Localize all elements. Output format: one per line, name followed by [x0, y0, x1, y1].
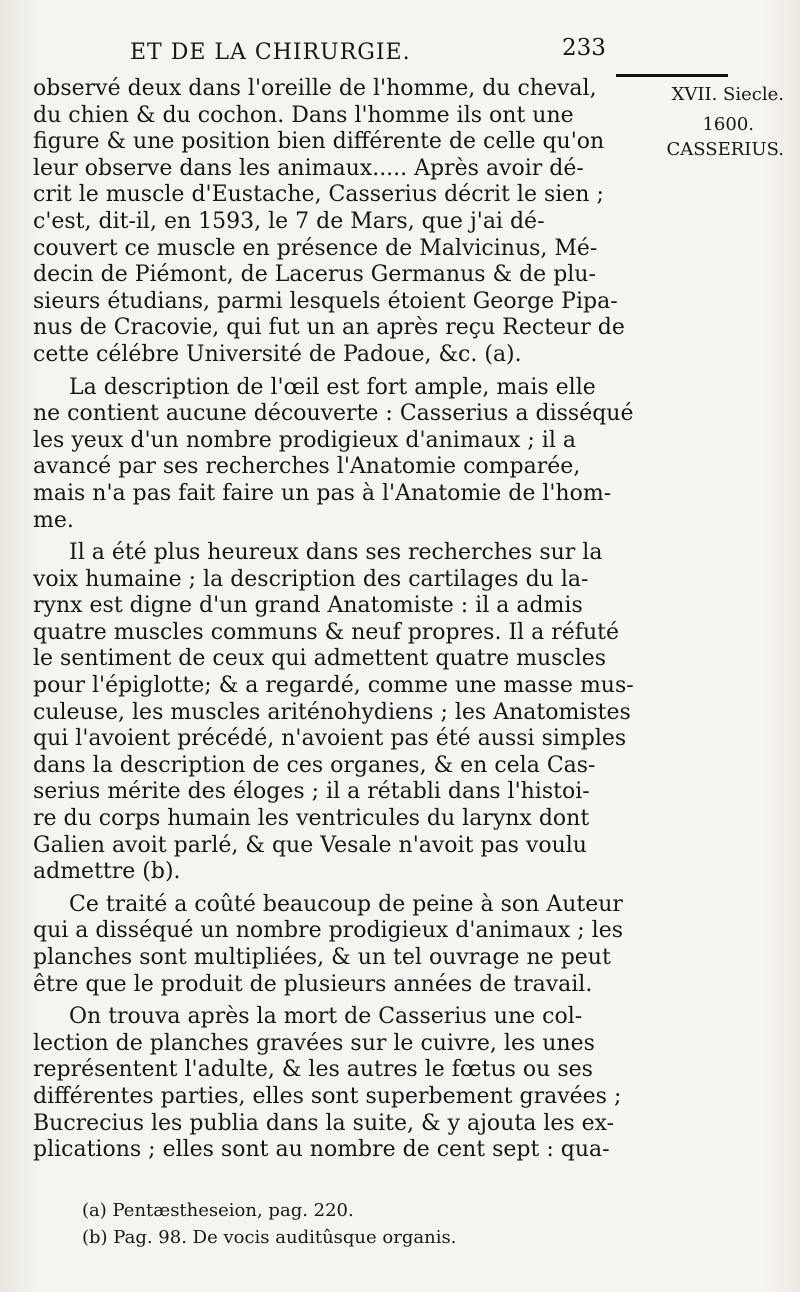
paragraph-3 — [33, 540, 634, 886]
text-line: être que le produit de plusieurs années de travail. — [33, 971, 593, 997]
text-line: c'est, dit-il, en 1593, le 7 de Mars, que j'ai dé- — [33, 208, 545, 234]
text-line: me. — [33, 507, 74, 533]
text-line: avancé par ses recherches l'Anatomie comparée, — [33, 454, 581, 480]
paragraph-4 — [33, 892, 623, 998]
text-line: couvert ce muscle en présence de Malvicinus, Mé- — [33, 235, 598, 261]
margin-year: 1600. — [702, 114, 754, 135]
footnote-a: (a) Pentæstheseion, pag. 220. — [82, 1200, 354, 1221]
text-line: crit le muscle d'Eustache, Casserius décrit le sien ; — [33, 182, 604, 208]
text-line: Galien avoit parlé, & que Vesale n'avoit pas voulu — [33, 832, 587, 858]
text-line: cette célébre Université de Padoue, &c. (a). — [33, 341, 522, 367]
text-line: On trouva après la mort de Casserius une col- — [69, 1004, 583, 1030]
text-line: quatre muscles communs & neuf propres. Il a réfuté — [33, 619, 619, 645]
paragraph-2 — [33, 374, 634, 535]
text-line: Bucrecius les publia dans la suite, & y ajouta les ex- — [33, 1110, 615, 1136]
text-line: lection de planches gravées sur le cuivre, les unes — [33, 1030, 595, 1056]
margin-note — [614, 74, 784, 162]
text-line: La description de l'œil est fort ample, mais elle — [69, 374, 596, 400]
margin-century: XVII. Siecle. — [671, 84, 784, 105]
text-line: voix humaine ; la description des cartilages du la- — [33, 566, 589, 592]
text-line: plications ; elles sont au nombre de cent sept : qua- — [33, 1137, 610, 1163]
text-line: différentes parties, elles sont superbement gravées ; — [33, 1083, 622, 1109]
text-line: représentent l'adulte, & les autres le fœtus ou ses — [33, 1057, 593, 1083]
text-line: qui a disséqué un nombre prodigieux d'animaux ; les — [33, 918, 624, 944]
text-line: serius mérite des éloges ; il a rétabli dans l'histoi- — [33, 779, 590, 805]
text-line: leur observe dans les animaux..... Après avoir dé- — [33, 155, 584, 181]
text-line: culeuse, les muscles ariténohydiens ; les Anatomistes — [33, 699, 631, 725]
footnotes — [82, 1197, 456, 1251]
text-line: admettre (b). — [33, 859, 181, 885]
text-line: figure & une position bien différente de celle qu'on — [33, 129, 605, 155]
text-line: du chien & du cochon. Dans l'homme ils ont une — [33, 102, 574, 128]
text-line: nus de Cracovie, qui fut un an après reçu Recteur de — [33, 315, 625, 341]
margin-author: CASSERIUS. — [666, 139, 784, 160]
paragraph-1 — [33, 76, 623, 369]
text-line: rynx est digne d'un grand Anatomiste : il a admis — [33, 593, 583, 619]
text-line: observé deux dans l'oreille de l'homme, du cheval, — [33, 76, 597, 101]
paragraph-5 — [33, 1004, 623, 1164]
page-number: 233 — [562, 35, 606, 61]
text-line: planches sont multipliées, & un tel ouvrage ne peut — [33, 945, 611, 970]
footnote-b: (b) Pag. 98. De vocis auditûsque organis. — [82, 1227, 457, 1248]
running-header: ET DE LA CHIRURGIE. — [130, 40, 411, 65]
main-text — [33, 76, 634, 1170]
text-line: dans la description de ces organes, & en cela Cas- — [33, 752, 596, 778]
text-line: ne contient aucune découverte : Casserius a disséqué — [33, 401, 634, 427]
text-line: mais n'a pas fait faire un pas à l'Anatomie de l'hom- — [33, 480, 612, 506]
text-line: le sentiment de ceux qui admettent quatre muscles — [33, 646, 607, 672]
text-line: Il a été plus heureux dans ses recherches sur la — [69, 540, 603, 566]
text-line: Ce traité a coûté beaucoup de peine à son Auteur — [69, 891, 623, 917]
text-line: qui l'avoient précédé, n'avoient pas été aussi simples — [33, 726, 627, 752]
text-line: pour l'épiglotte; & a regardé, comme une masse mus- — [33, 673, 634, 699]
text-line: decin de Piémont, de Lacerus Germanus & de plu- — [33, 262, 596, 288]
text-line: sieurs étudians, parmi lesquels étoient George Pipa- — [33, 288, 618, 314]
text-line: les yeux d'un nombre prodigieux d'animaux ; il a — [33, 427, 576, 453]
margin-rule — [616, 74, 728, 77]
text-line: re du corps humain les ventricules du larynx dont — [33, 806, 590, 832]
